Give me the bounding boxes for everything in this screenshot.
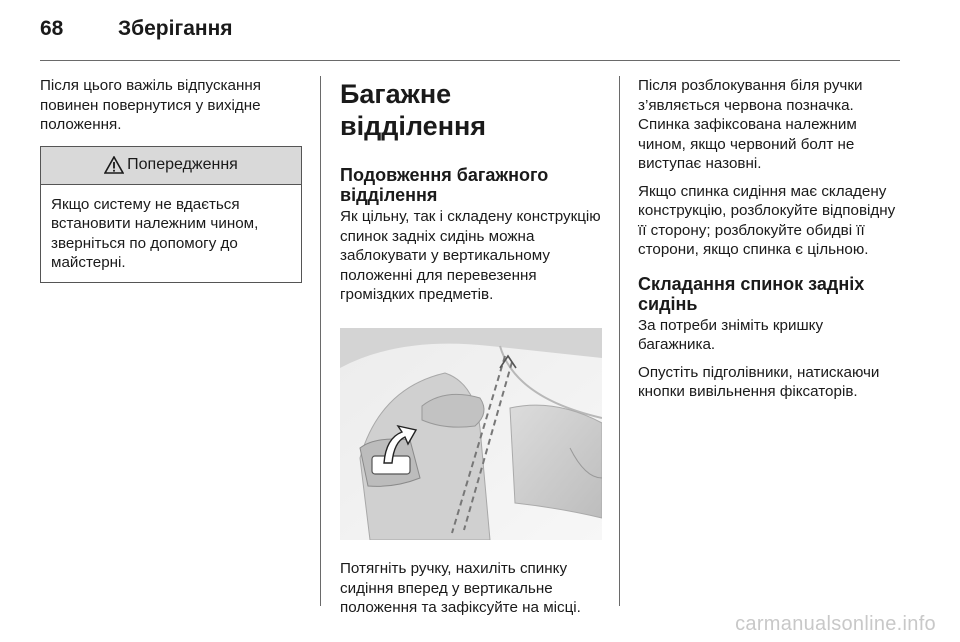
column-divider-2 (619, 76, 620, 606)
paragraph-1: Після розблокування біля ручки з’являється червона позначка. Спинка зафіксована належним чином, якщо червоний болт не виступає назовні. (638, 77, 863, 172)
section-title: Зберігання (118, 17, 233, 40)
body-paragraph: Як цільну, так і складену конструкцію спинок задніх сидінь можна заблокувати у вертикальному положенні для перевезення громіздких предметів. (340, 208, 601, 303)
column-middle (340, 76, 602, 626)
seat-release-illustration (340, 328, 602, 540)
subheading: Подовження багажного відділення (340, 165, 549, 205)
warning-header (41, 147, 301, 185)
paragraph-2: Якщо спинка сидіння має складену конструкцію, розблокуйте відповідну її сторону; розблокуйте обидві її сторони, якщо спинка є цільною. (638, 182, 896, 258)
warning-box (40, 146, 302, 283)
paragraph-4: Опустіть підголівники, натискаючи кнопки вивільнення фіксаторів. (638, 363, 880, 400)
figure-caption: Потягніть ручку, нахиліть спинку сидіння вперед у вертикальне положення та зафіксуйте на місці. (340, 560, 581, 616)
page-number: 68 (40, 17, 64, 40)
column-left (40, 76, 302, 283)
warning-triangle-icon (104, 156, 124, 174)
fold-heading: Складання спинок задніх сидінь (638, 273, 865, 314)
main-heading: Багажне відділення (340, 79, 487, 141)
intro-paragraph: Після цього важіль відпускання повинен повернутися у вихідне положення. (40, 77, 261, 133)
watermark-text: carmanualsonline.info (735, 613, 936, 635)
warning-title: Попередження (127, 156, 238, 174)
column-divider-1 (320, 76, 321, 606)
header-divider (40, 60, 900, 61)
column-right (638, 76, 904, 410)
warning-text: Якщо систему не вдається встановити належним чином, зверніться по допомогу до майстерні. (51, 195, 259, 271)
paragraph-3: За потреби зніміть кришку багажника. (638, 316, 824, 353)
page-header (40, 17, 233, 41)
